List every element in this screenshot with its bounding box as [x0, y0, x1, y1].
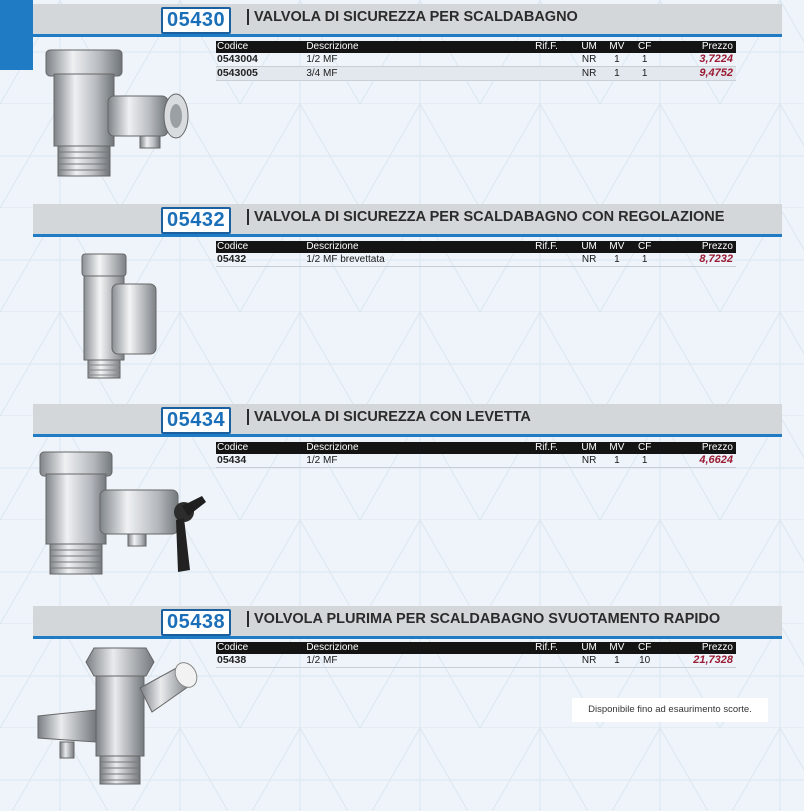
table-header	[216, 41, 736, 53]
header-cf: CF	[638, 642, 652, 653]
cell-rif	[517, 654, 577, 667]
cell-mv: 1	[614, 655, 620, 666]
product-code: 05430	[167, 9, 226, 31]
cell-um: NR	[581, 54, 597, 65]
table-row	[216, 67, 736, 81]
product-code-box	[161, 407, 231, 434]
title-bar	[33, 4, 782, 37]
header-rif: Rif.F.	[535, 442, 558, 453]
product-title: VALVOLA DI SICUREZZA PER SCALDABAGNO CON REGOLAZIONE	[247, 209, 724, 225]
header-codice: Codice	[217, 442, 249, 453]
lever-safety-valve-image	[32, 446, 212, 582]
header-mv: MV	[609, 642, 625, 653]
cell-prezzo: 8,7232	[699, 253, 733, 265]
title-bar	[33, 404, 782, 437]
cell-rif	[517, 253, 577, 266]
table-row	[216, 53, 736, 67]
cell-codice: 05438	[217, 654, 247, 666]
cell-descrizione: 3/4 MF	[306, 68, 338, 79]
cell-prezzo: 3,7224	[699, 53, 733, 65]
product-code: 05432	[167, 209, 226, 231]
title-bar	[33, 204, 782, 237]
header-um: UM	[581, 41, 597, 52]
cell-codice: 05432	[217, 253, 247, 265]
cell-codice: 0543004	[217, 53, 258, 65]
price-table	[216, 241, 736, 267]
header-um: UM	[581, 241, 597, 252]
header-cf: CF	[638, 241, 652, 252]
table-row	[216, 654, 736, 668]
cell-cf: 10	[639, 655, 651, 666]
header-mv: MV	[609, 41, 625, 52]
header-rif: Rif.F.	[535, 41, 558, 52]
cell-cf: 1	[641, 54, 648, 65]
header-prezzo: Prezzo	[701, 41, 733, 52]
product-code: 05438	[167, 611, 226, 633]
header-codice: Codice	[217, 642, 249, 653]
title-bar	[33, 606, 782, 639]
cell-cf: 1	[641, 68, 648, 79]
cell-cf: 1	[641, 254, 648, 265]
cell-codice: 0543005	[217, 67, 258, 79]
cell-mv: 1	[614, 455, 620, 466]
header-descrizione: Descrizione	[306, 41, 359, 52]
product-code-box	[161, 7, 231, 34]
safety-valve-image	[38, 44, 198, 184]
price-table	[216, 642, 736, 668]
header-descrizione: Descrizione	[306, 442, 359, 453]
header-prezzo: Prezzo	[701, 241, 733, 252]
table-header	[216, 241, 736, 253]
product-code-box	[161, 609, 231, 636]
cell-prezzo: 9,4752	[699, 67, 733, 79]
product-code: 05434	[167, 409, 226, 431]
adjustable-safety-valve-image	[72, 246, 172, 386]
header-rif: Rif.F.	[535, 241, 558, 252]
availability-note: Disponibile fino ad esaurimento scorte.	[572, 698, 768, 722]
header-prezzo: Prezzo	[701, 442, 733, 453]
product-code-box	[161, 207, 231, 234]
cell-prezzo: 4,6624	[699, 454, 733, 466]
header-mv: MV	[609, 442, 625, 453]
header-cf: CF	[638, 442, 652, 453]
cell-codice: 05434	[217, 454, 247, 466]
product-title: VALVOLA DI SICUREZZA PER SCALDABAGNO	[247, 9, 578, 25]
price-table	[216, 442, 736, 468]
cell-um: NR	[581, 68, 597, 79]
cell-um: NR	[581, 655, 597, 666]
header-descrizione: Descrizione	[306, 241, 359, 252]
header-codice: Codice	[217, 241, 249, 252]
table-header	[216, 442, 736, 454]
header-cf: CF	[638, 41, 652, 52]
header-mv: MV	[609, 241, 625, 252]
header-rif: Rif.F.	[535, 642, 558, 653]
cell-descrizione: 1/2 MF	[306, 455, 338, 466]
cell-cf: 1	[641, 455, 648, 466]
table-header	[216, 642, 736, 654]
cell-mv: 1	[614, 68, 620, 79]
cell-rif	[517, 67, 577, 80]
cell-um: NR	[581, 254, 597, 265]
table-row	[216, 253, 736, 267]
cell-mv: 1	[614, 54, 620, 65]
cell-rif	[517, 53, 577, 66]
product-title: VOLVOLA PLURIMA PER SCALDABAGNO SVUOTAMENTO RAPIDO	[247, 611, 720, 627]
product-title: VALVOLA DI SICUREZZA CON LEVETTA	[247, 409, 531, 425]
cell-descrizione: 1/2 MF	[306, 655, 338, 666]
table-row	[216, 454, 736, 468]
cell-descrizione: 1/2 MF brevettata	[306, 254, 385, 265]
cell-prezzo: 21,7328	[693, 654, 733, 666]
price-table	[216, 41, 736, 81]
multi-valve-image	[34, 642, 214, 792]
cell-descrizione: 1/2 MF	[306, 54, 338, 65]
header-descrizione: Descrizione	[306, 642, 359, 653]
header-codice: Codice	[217, 41, 249, 52]
cell-mv: 1	[614, 254, 620, 265]
cell-um: NR	[581, 455, 597, 466]
cell-rif	[517, 454, 577, 467]
header-prezzo: Prezzo	[701, 642, 733, 653]
header-um: UM	[581, 642, 597, 653]
header-um: UM	[581, 442, 597, 453]
